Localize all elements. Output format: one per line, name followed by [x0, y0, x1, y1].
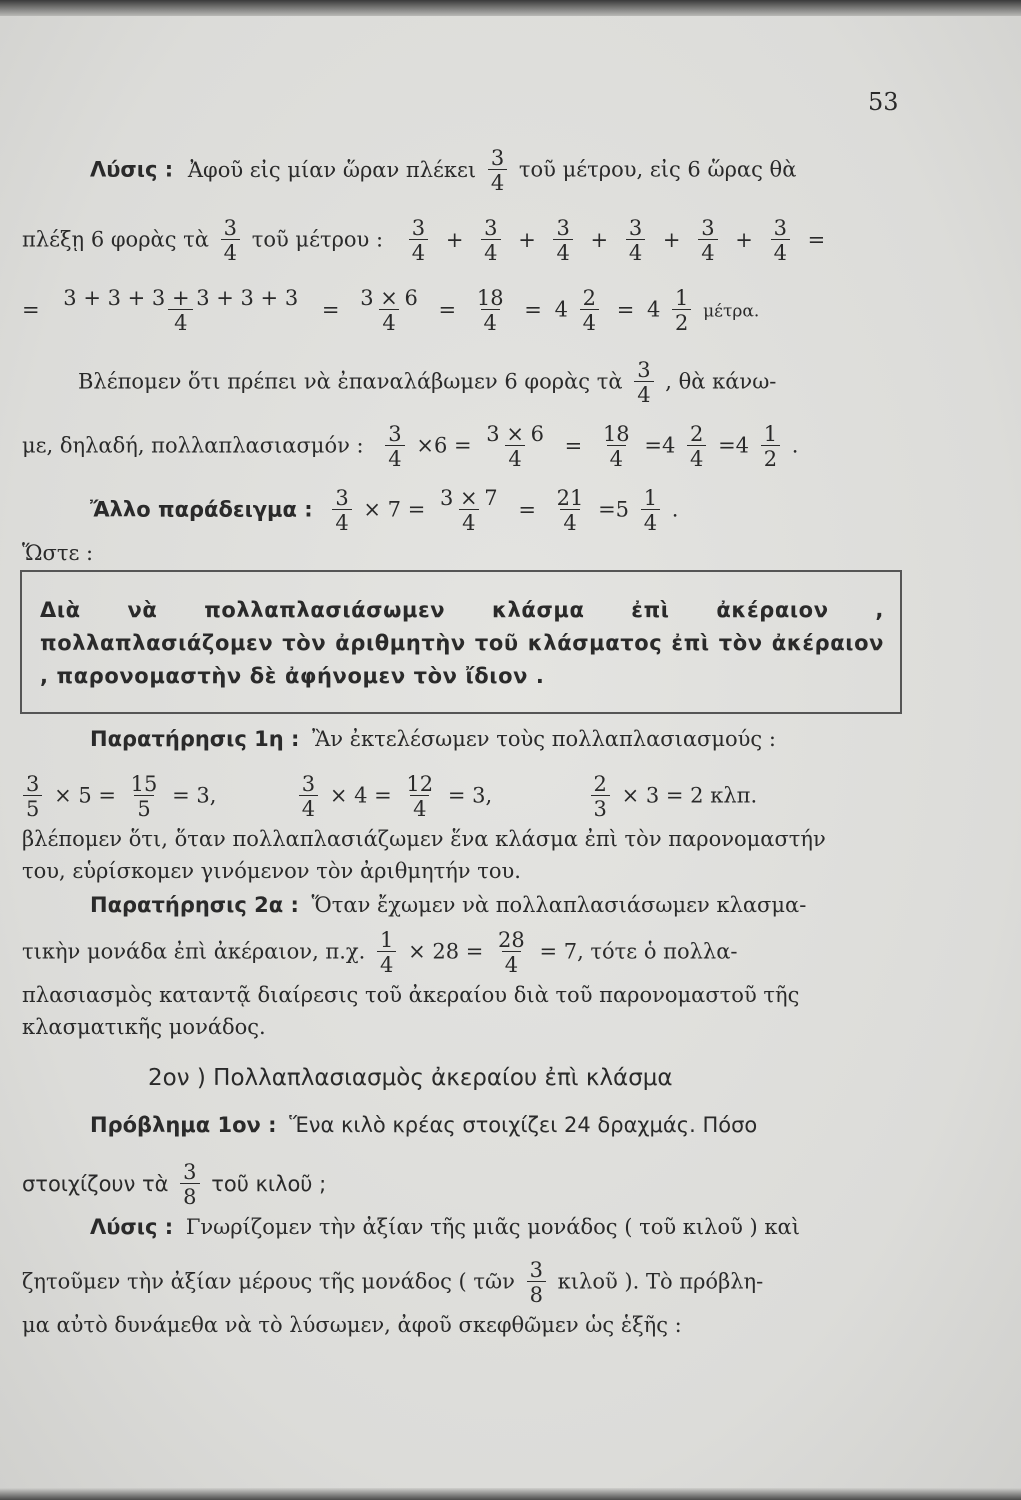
fraction — [377, 930, 396, 976]
denominator: 4 — [553, 239, 572, 264]
text: τοῦ κιλοῦ ; — [211, 1172, 327, 1196]
math: × 4 = — [329, 783, 392, 808]
remark1-label: Παρατήρησις 1η : — [90, 727, 300, 751]
fraction — [771, 218, 790, 264]
page-number: 53 — [868, 88, 899, 116]
fraction — [474, 288, 507, 334]
denominator: 4 — [377, 951, 396, 976]
hoste-label: Ὥστε : — [22, 541, 94, 565]
numerator: 3 — [556, 216, 570, 240]
denominator: 4 — [168, 309, 193, 334]
solution2-line1 — [90, 1214, 800, 1240]
math: × 3 = 2 κλπ. — [621, 783, 758, 808]
text: κιλοῦ ). Τὸ πρόβλη- — [557, 1269, 764, 1294]
plus-sign: + — [445, 227, 464, 252]
numerator: 3 — [183, 1160, 197, 1184]
numerator: 3 — [388, 422, 402, 446]
fraction — [357, 288, 421, 334]
denominator: 4 — [698, 239, 717, 264]
solution2-line3: μα αὐτὸ δυνάμεθα νὰ τὸ λύσωμεν, ἀφοῦ σκεφθῶμεν ὡς ἑξῆς : — [22, 1313, 682, 1337]
example-label: Ἄλλο παράδειγμα : — [90, 497, 313, 522]
text: τικὴν μονάδα ἐπὶ ἀκέραιον, π.χ. — [22, 939, 366, 964]
denominator: 8 — [180, 1183, 199, 1208]
plus-sign: + — [590, 227, 609, 252]
math: =4 — [644, 433, 676, 458]
text: Βλέπομεν ὅτι πρέπει νὰ ἐπαναλάβωμεν 6 φορὰς τὰ — [78, 369, 623, 394]
denominator: 4 — [410, 795, 429, 820]
text: Ὅταν ἔχωμεν νὰ πολλαπλασιάσωμεν κλασμα- — [311, 893, 807, 917]
remark1-line4: του, εὑρίσκομεν γινόμενον τὸν ἀριθμητήν του. — [22, 859, 521, 883]
numerator: 3 — [701, 216, 715, 240]
numerator: 21 — [556, 486, 584, 510]
fraction — [600, 424, 633, 470]
math: × 28 = — [408, 939, 484, 964]
remark2-line2 — [22, 930, 738, 976]
numerator: 3 + 3 + 3 + 3 + 3 + 3 — [63, 286, 299, 310]
numerator: 3 — [301, 772, 316, 796]
numerator: 28 — [498, 928, 525, 952]
math: ×6 = — [416, 433, 472, 458]
denominator: 4 — [641, 509, 660, 534]
denominator: 4 — [379, 309, 398, 334]
example-line — [90, 488, 678, 534]
solution2-line2 — [22, 1260, 763, 1306]
observation-line2 — [22, 424, 798, 470]
period: . — [791, 433, 799, 458]
denominator: 5 — [23, 795, 42, 820]
numerator: 18 — [476, 286, 504, 310]
numerator: 3 — [484, 216, 498, 240]
text: , θὰ κάνω- — [665, 369, 777, 394]
numerator: 2 — [593, 772, 607, 796]
denominator: 4 — [409, 239, 428, 264]
whole: 4 — [554, 297, 568, 322]
denominator: 8 — [527, 1281, 546, 1306]
problem1-line2 — [22, 1162, 326, 1208]
numerator: 3 × 7 — [440, 486, 498, 510]
fraction — [527, 1260, 546, 1306]
denominator: 4 — [580, 309, 599, 334]
numerator: 1 — [380, 928, 394, 952]
equals-sign: = — [564, 433, 583, 458]
fraction — [672, 288, 691, 334]
denominator: 4 — [332, 509, 351, 534]
denominator: 4 — [488, 169, 507, 194]
numerator: 1 — [643, 486, 658, 510]
numerator: 3 — [490, 146, 505, 170]
fraction — [128, 774, 161, 820]
plus-sign: + — [735, 227, 753, 252]
text: ζητοῦμεν τὴν ἀξίαν μέρους τῆς μονάδος ( τῶν — [22, 1269, 515, 1294]
fraction — [687, 424, 706, 470]
fraction — [403, 774, 436, 820]
denominator: 2 — [672, 309, 691, 334]
plus-sign: + — [518, 227, 536, 252]
numerator: 3 — [223, 216, 238, 240]
problem-label: Πρόβλημα 1ον : — [90, 1113, 277, 1137]
remark2-line1 — [90, 892, 806, 918]
denominator: 4 — [481, 309, 500, 334]
fraction — [409, 218, 428, 264]
plus-sign: + — [662, 227, 681, 252]
remark2-label: Παρατήρησις 2α : — [90, 893, 299, 917]
numerator: 3 — [637, 358, 651, 382]
equals-sign: = — [524, 297, 542, 322]
denominator: 2 — [761, 445, 780, 470]
numerator: 3 — [411, 216, 426, 240]
denominator: 4 — [771, 239, 790, 264]
numerator: 3 × 6 — [486, 422, 544, 446]
numerator: 1 — [675, 286, 689, 310]
solution1-line2 — [22, 218, 831, 264]
period: . — [671, 497, 679, 522]
solution-label: Λύσις : — [90, 1215, 174, 1239]
fraction — [385, 424, 404, 470]
text: τοῦ μέτρου, εἰς 6 ὥρας θὰ — [518, 157, 797, 182]
fraction — [488, 148, 507, 194]
text: τοῦ μέτρου : — [251, 227, 384, 252]
denominator: 5 — [134, 795, 153, 820]
solution1-line3 — [22, 288, 759, 334]
fraction — [483, 424, 547, 470]
equals-sign: = — [616, 297, 635, 322]
numerator: 1 — [763, 422, 778, 446]
equals-sign: = — [518, 497, 536, 522]
denominator: 4 — [299, 795, 318, 820]
fraction — [180, 1162, 199, 1208]
page-top-edge — [0, 0, 1021, 16]
denominator: 4 — [502, 951, 521, 976]
fraction — [332, 488, 351, 534]
text: με, δηλαδή, πολλαπλασιασμόν : — [22, 433, 364, 458]
whole: 4 — [646, 297, 661, 322]
numerator: 15 — [130, 772, 158, 796]
fraction — [495, 930, 528, 976]
equals-sign: = — [22, 297, 40, 322]
math: =4 — [718, 433, 750, 458]
denominator: 3 — [591, 795, 610, 820]
fraction — [437, 488, 501, 534]
denominator: 4 — [385, 445, 404, 470]
fraction — [698, 218, 717, 264]
solution1-line1 — [90, 148, 796, 194]
fraction — [57, 288, 304, 334]
remark2-line4: κλασματικῆς μονάδος. — [22, 1015, 266, 1039]
equals-sign: = — [321, 297, 340, 322]
math: × 7 = — [363, 497, 426, 522]
fraction — [553, 218, 572, 264]
remark2-line3: πλασιασμὸς καταντᾷ διαίρεσις τοῦ ἀκεραίου διὰ τοῦ παρονομαστοῦ τῆς — [22, 983, 800, 1007]
denominator: 4 — [459, 509, 478, 534]
numerator: 3 — [335, 486, 349, 510]
remark1-line1 — [90, 726, 776, 752]
page-bottom-edge — [0, 1488, 1021, 1500]
math: =5 — [598, 497, 630, 522]
problem1-line1 — [90, 1112, 757, 1138]
text: στοιχίζουν τὰ — [22, 1172, 169, 1196]
numerator: 3 — [26, 772, 40, 796]
math: = 3, — [447, 783, 493, 808]
numerator: 12 — [406, 772, 434, 796]
fraction — [761, 424, 780, 470]
rule-box — [20, 570, 902, 714]
text: Γνωρίζομεν τὴν ἀξίαν τῆς μιᾶς μονάδος ( τοῦ κιλοῦ ) καὶ — [185, 1215, 800, 1239]
math: × 5 = — [54, 783, 116, 808]
solution-label: Λύσις : — [90, 157, 174, 182]
denominator: 4 — [607, 445, 626, 470]
fraction — [23, 774, 42, 820]
observation-line1 — [78, 360, 776, 406]
fraction — [641, 488, 660, 534]
denominator: 4 — [560, 509, 579, 534]
math: = 3, — [172, 783, 217, 808]
fraction — [299, 774, 318, 820]
text: Ἕνα κιλὸ κρέας στοιχίζει 24 δραχμάς. Πόσο — [289, 1113, 758, 1137]
numerator: 2 — [582, 286, 596, 310]
numerator: 3 — [628, 216, 643, 240]
denominator: 4 — [626, 239, 645, 264]
denominator: 4 — [221, 239, 240, 264]
numerator: 3 — [529, 1258, 543, 1282]
text: Ἂν ἐκτελέσωμεν τοὺς πολλαπλασιασμούς : — [312, 727, 776, 751]
equals-sign: = — [807, 227, 826, 252]
fraction — [481, 218, 500, 264]
text: = 7, τότε ὁ πολλα- — [539, 939, 738, 964]
equals-sign: = — [438, 297, 457, 322]
denominator: 4 — [634, 381, 653, 406]
fraction — [634, 360, 653, 406]
denominator: 4 — [505, 445, 524, 470]
numerator: 18 — [602, 422, 630, 446]
remark1-line3: βλέπομεν ὅτι, ὅταν πολλαπλασιάζωμεν ἕνα κλάσμα ἐπὶ τὸν παρονομαστήν — [22, 827, 826, 851]
denominator: 4 — [481, 239, 500, 264]
section-heading: 2ον ) Πολλαπλασιασμὸς ἀκεραίου ἐπὶ κλάσμα — [148, 1065, 673, 1091]
fraction — [221, 218, 240, 264]
numerator: 3 — [773, 216, 787, 240]
rule-text: Διὰ νὰ πολλαπλασιάσωμεν κλάσμα ἐπὶ ἀκέραιον , πολλαπλασιάζομεν τὸν ἀριθμητὴν τοῦ κλάσματος ἐπὶ τὸν ἀκέραιον , παρονομαστὴν δὲ ἀφήνομεν τὸν ἴδιον . — [40, 598, 884, 688]
fraction — [591, 774, 610, 820]
numerator: 3 × 6 — [360, 286, 418, 310]
fraction — [554, 488, 587, 534]
unit: μέτρα. — [703, 301, 760, 322]
denominator: 4 — [687, 445, 706, 470]
text: πλέξῃ 6 φορὰς τὰ — [22, 227, 209, 252]
fraction — [626, 218, 645, 264]
fraction — [580, 288, 599, 334]
text: Ἀφοῦ εἰς μίαν ὥραν πλέκει — [187, 157, 477, 182]
numerator: 2 — [690, 422, 704, 446]
remark1-formulas — [18, 774, 918, 820]
